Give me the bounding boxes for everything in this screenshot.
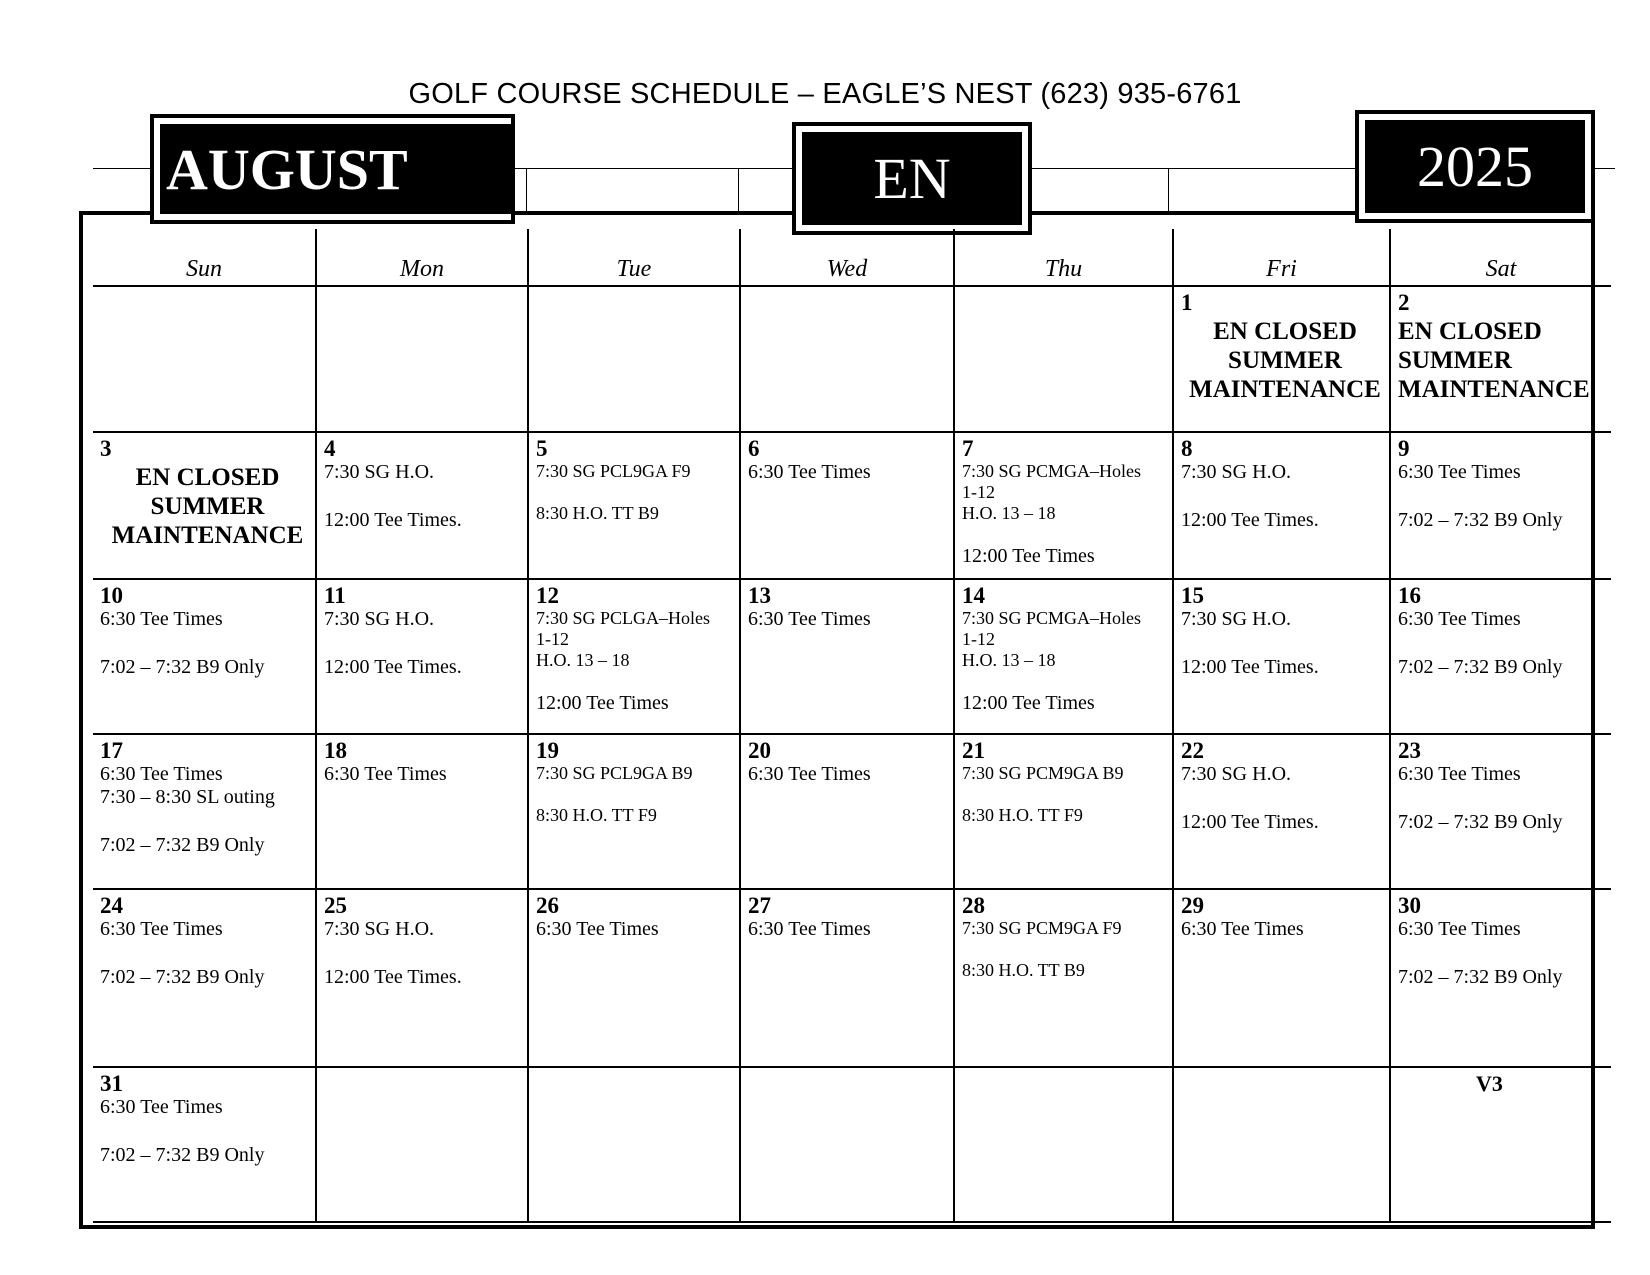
event: 7:30 SG PCLGA–Holes (536, 608, 711, 628)
top-rule-middle (515, 168, 792, 169)
course-code-label: EN (802, 132, 1022, 225)
event: 7:30 – 8:30 SL outing (100, 786, 275, 808)
day-cell (316, 432, 528, 579)
day-number: 28 (962, 893, 985, 918)
event: 8:30 H.O. TT B9 (536, 503, 659, 523)
top-divider (738, 168, 739, 211)
day-cell (954, 432, 1173, 579)
weekday-sat: Sat (1390, 229, 1611, 286)
day-number: 25 (324, 893, 347, 918)
day-number: 14 (962, 583, 985, 608)
day-cell (316, 734, 528, 889)
event: 7:30 SG PCMGA–Holes (962, 461, 1142, 481)
week-row (93, 889, 1611, 1067)
day-number: 5 (536, 436, 548, 461)
event: 7:30 SG H.O. (1181, 608, 1292, 630)
month-header (150, 114, 515, 224)
event: 7:30 SG H.O. (324, 461, 435, 483)
event: 7:30 SG PCM9GA B9 (962, 763, 1124, 783)
event: 12:00 Tee Times (536, 692, 669, 714)
day-cell (528, 889, 740, 1067)
day-cell (1390, 734, 1611, 889)
day-cell (1173, 889, 1390, 1067)
event: 7:30 SG H.O. (324, 918, 435, 940)
weekday-sun: Sun (93, 229, 316, 286)
top-rule-right (1595, 168, 1615, 169)
event: 6:30 Tee Times (1181, 918, 1304, 940)
event: 7:02 – 7:32 B9 Only (1398, 811, 1563, 833)
day-number: 21 (962, 738, 985, 763)
day-cell (740, 579, 954, 734)
day-number: 10 (100, 583, 123, 608)
weekday-wed: Wed (740, 229, 954, 286)
weekday-tue: Tue (528, 229, 740, 286)
day-cell-empty (316, 1067, 528, 1222)
event: 7:02 – 7:32 B9 Only (1398, 966, 1563, 988)
day-number: 1 (1181, 290, 1193, 315)
day-cell-empty (740, 286, 954, 432)
day-cell (1390, 432, 1611, 579)
weekday-header-row (93, 229, 1611, 286)
day-number: 12 (536, 583, 559, 608)
event: H.O. 13 – 18 (962, 503, 1056, 523)
event: 6:30 Tee Times (748, 608, 871, 630)
day-cell (740, 889, 954, 1067)
event: 7:02 – 7:32 B9 Only (100, 656, 265, 678)
version-label: V3 (1476, 1071, 1503, 1096)
day-number: 9 (1398, 436, 1410, 461)
event: 12:00 Tee Times. (1181, 509, 1319, 531)
day-number: 31 (100, 1071, 123, 1096)
course-code-header (792, 122, 1032, 235)
day-number: 30 (1398, 893, 1421, 918)
event: 8:30 H.O. TT F9 (536, 805, 657, 825)
event: 6:30 Tee Times (748, 918, 871, 940)
day-cell (93, 889, 316, 1067)
closed-notice: EN CLOSED SUMMER MAINTENANCE (1189, 318, 1381, 403)
week-row (93, 286, 1611, 432)
day-cell (954, 579, 1173, 734)
event: 6:30 Tee Times (536, 918, 659, 940)
event: 1-12 (962, 482, 995, 502)
event: 7:02 – 7:32 B9 Only (1398, 509, 1563, 531)
day-number: 6 (748, 436, 760, 461)
event: 6:30 Tee Times (100, 608, 223, 630)
day-cell-empty (528, 1067, 740, 1222)
day-number: 11 (324, 583, 346, 608)
event: 7:30 SG PCL9GA B9 (536, 763, 693, 783)
weekday-thu: Thu (954, 229, 1173, 286)
day-cell (1173, 432, 1390, 579)
event: 1-12 (962, 629, 995, 649)
event: 7:30 SG PCM9GA F9 (962, 918, 1122, 938)
day-cell (1173, 734, 1390, 889)
day-number: 26 (536, 893, 559, 918)
day-cell-empty (316, 286, 528, 432)
day-cell-empty (93, 286, 316, 432)
day-cell (740, 432, 954, 579)
day-number: 17 (100, 738, 123, 763)
event: 7:02 – 7:32 B9 Only (100, 966, 265, 988)
event: H.O. 13 – 18 (536, 650, 630, 670)
page-title: GOLF COURSE SCHEDULE – EAGLE’S NEST (623) 935-6761 (408, 78, 1242, 110)
day-cell (1390, 579, 1611, 734)
day-cell (93, 432, 316, 579)
top-rule-middle-right (1032, 168, 1355, 169)
event: 8:30 H.O. TT F9 (962, 805, 1083, 825)
event: 7:30 SG PCMGA–Holes (962, 608, 1142, 628)
top-divider (526, 168, 527, 211)
event: 6:30 Tee Times (100, 1096, 223, 1118)
event: 12:00 Tee Times. (324, 656, 462, 678)
event: 7:02 – 7:32 B9 Only (1398, 656, 1563, 678)
day-number: 24 (100, 893, 123, 918)
day-cell (528, 432, 740, 579)
event: 7:30 SG H.O. (1181, 763, 1292, 785)
event: 8:30 H.O. TT B9 (962, 960, 1085, 980)
event: 6:30 Tee Times (100, 763, 223, 785)
day-number: 7 (962, 436, 974, 461)
event: 7:30 SG H.O. (324, 608, 435, 630)
event: 12:00 Tee Times (962, 545, 1095, 567)
day-cell (93, 734, 316, 889)
year-label: 2025 (1365, 120, 1585, 213)
day-cell-empty (740, 1067, 954, 1222)
event: 12:00 Tee Times. (1181, 811, 1319, 833)
event: 6:30 Tee Times (1398, 918, 1521, 940)
week-row (93, 579, 1611, 734)
week-row (93, 432, 1611, 579)
event: 7:30 SG H.O. (1181, 461, 1292, 483)
day-number: 19 (536, 738, 559, 763)
day-number: 23 (1398, 738, 1421, 763)
day-number: 3 (100, 436, 112, 461)
day-cell (528, 734, 740, 889)
day-number: 16 (1398, 583, 1421, 608)
day-cell-empty (954, 286, 1173, 432)
top-divider (1168, 168, 1169, 211)
event: 12:00 Tee Times. (324, 966, 462, 988)
day-number: 4 (324, 436, 336, 461)
event: 6:30 Tee Times (1398, 461, 1521, 483)
day-cell (528, 579, 740, 734)
event: 12:00 Tee Times. (1181, 656, 1319, 678)
event: 7:30 SG PCL9GA F9 (536, 461, 691, 481)
day-cell (316, 889, 528, 1067)
day-cell-empty (1173, 1067, 1390, 1222)
event: 1-12 (536, 629, 569, 649)
event: 6:30 Tee Times (1398, 608, 1521, 630)
day-cell (740, 734, 954, 889)
day-cell (1390, 889, 1611, 1067)
event: 6:30 Tee Times (1398, 763, 1521, 785)
week-row (93, 734, 1611, 889)
day-cell (1173, 579, 1390, 734)
event: 7:02 – 7:32 B9 Only (100, 1144, 265, 1166)
day-cell (954, 734, 1173, 889)
day-number: 8 (1181, 436, 1193, 461)
closed-notice: EN CLOSED SUMMER MAINTENANCE (111, 464, 304, 549)
event: 7:02 – 7:32 B9 Only (100, 834, 265, 856)
day-cell (316, 579, 528, 734)
month-label: AUGUST (160, 124, 511, 214)
day-cell-empty (528, 286, 740, 432)
day-number: 15 (1181, 583, 1204, 608)
weekday-fri: Fri (1173, 229, 1390, 286)
day-number: 2 (1398, 290, 1410, 315)
day-cell (93, 579, 316, 734)
day-number: 29 (1181, 893, 1204, 918)
day-cell-empty (954, 1067, 1173, 1222)
event: 6:30 Tee Times (324, 763, 447, 785)
day-cell (93, 1067, 316, 1222)
top-rule-left (93, 168, 150, 169)
event: 6:30 Tee Times (748, 763, 871, 785)
calendar-grid (93, 229, 1611, 1223)
event: 6:30 Tee Times (100, 918, 223, 940)
event: 6:30 Tee Times (748, 461, 871, 483)
day-number: 20 (748, 738, 771, 763)
day-cell (1390, 1067, 1611, 1222)
day-cell (954, 889, 1173, 1067)
day-number: 27 (748, 893, 771, 918)
day-number: 18 (324, 738, 347, 763)
day-cell (1173, 286, 1390, 432)
event: 12:00 Tee Times (962, 692, 1095, 714)
day-cell (1390, 286, 1611, 432)
year-header (1355, 110, 1595, 223)
day-number: 13 (748, 583, 771, 608)
event: 12:00 Tee Times. (324, 509, 462, 531)
event: H.O. 13 – 18 (962, 650, 1056, 670)
closed-notice: EN CLOSED SUMMER MAINTENANCE (1398, 318, 1590, 403)
week-row (93, 1067, 1611, 1222)
day-number: 22 (1181, 738, 1204, 763)
weekday-mon: Mon (316, 229, 528, 286)
